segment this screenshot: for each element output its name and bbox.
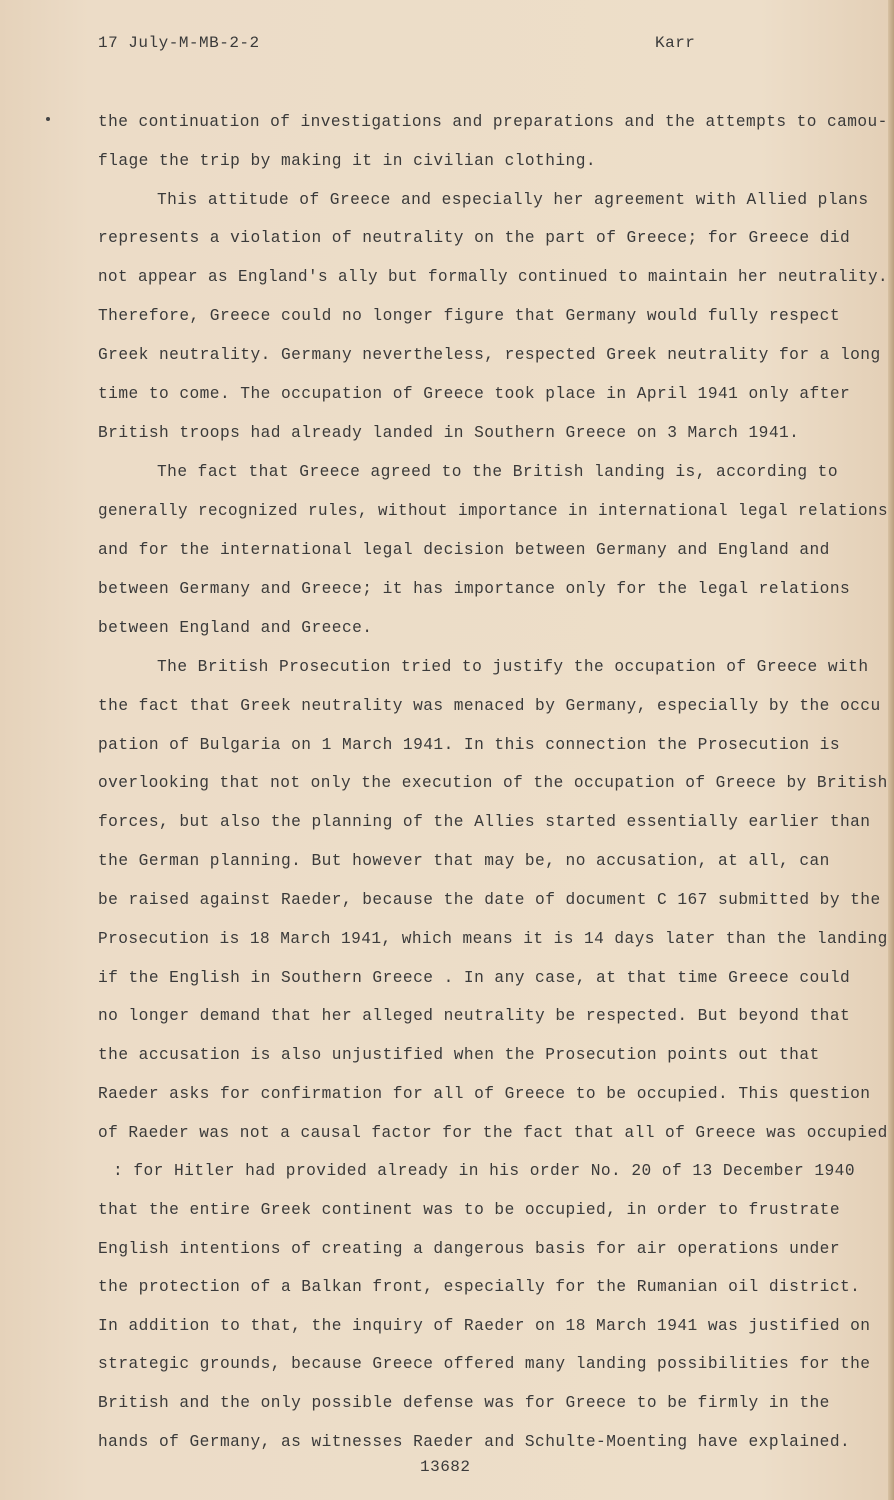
text-line: be raised against Raeder, because the date of document C 167 submitted by the [98, 891, 881, 909]
margin-mark [46, 117, 50, 121]
text-line: Greek neutrality. Germany nevertheless, respected Greek neutrality for a long [98, 346, 881, 364]
page-header-name: Karr [655, 34, 696, 52]
text-line: Raeder asks for confirmation for all of Greece to be occupied. This question [98, 1085, 871, 1103]
text-line: no longer demand that her alleged neutrality be respected. But beyond that [98, 1007, 851, 1025]
text-line: strategic grounds, because Greece offered many landing possibilities for the [98, 1355, 871, 1373]
text-line: and for the international legal decision between Germany and England and [98, 541, 830, 559]
page-edge [888, 0, 894, 1500]
text-line: the German planning. But however that may be, no accusation, at all, can [98, 852, 830, 870]
text-line: the fact that Greek neutrality was menaced by Germany, especially by the occu [98, 697, 881, 715]
text-line: not appear as England's ally but formally continued to maintain her neutrality. [98, 268, 888, 286]
text-line: British and the only possible defense was for Greece to be firmly in the [98, 1394, 830, 1412]
text-line: : for Hitler had provided already in his order No. 20 of 13 December 1940 [113, 1162, 855, 1180]
text-line: generally recognized rules, without importance in international legal relations [98, 502, 888, 520]
text-line: between Germany and Greece; it has importance only for the legal relations [98, 580, 851, 598]
text-line: In addition to that, the inquiry of Raeder on 18 March 1941 was justified on [98, 1317, 871, 1335]
text-line: that the entire Greek continent was to be occupied, in order to frustrate [98, 1201, 840, 1219]
page-number: 13682 [420, 1458, 471, 1476]
text-line: represents a violation of neutrality on the part of Greece; for Greece did [98, 229, 851, 247]
text-line: The British Prosecution tried to justify the occupation of Greece with [157, 658, 869, 676]
text-line: if the English in Southern Greece . In any case, at that time Greece could [98, 969, 851, 987]
text-line: British troops had already landed in Southern Greece on 3 March 1941. [98, 424, 800, 442]
text-line: Prosecution is 18 March 1941, which means it is 14 days later than the landing [98, 930, 888, 948]
text-line: the continuation of investigations and preparations and the attempts to camou- [98, 113, 888, 131]
text-line: forces, but also the planning of the Allies started essentially earlier than [98, 813, 871, 831]
text-line: hands of Germany, as witnesses Raeder and Schulte-Moenting have explained. [98, 1433, 851, 1451]
text-line: between England and Greece. [98, 619, 373, 637]
text-line: time to come. The occupation of Greece took place in April 1941 only after [98, 385, 851, 403]
page-header-reference: 17 July-M-MB-2-2 [98, 34, 260, 52]
text-line: The fact that Greece agreed to the British landing is, according to [157, 463, 838, 481]
text-line: Therefore, Greece could no longer figure that Germany would fully respect [98, 307, 840, 325]
text-line: flage the trip by making it in civilian clothing. [98, 152, 597, 170]
text-line: This attitude of Greece and especially her agreement with Allied plans [157, 191, 869, 209]
text-line: the protection of a Balkan front, especially for the Rumanian oil district. [98, 1278, 861, 1296]
text-line: the accusation is also unjustified when the Prosecution points out that [98, 1046, 820, 1064]
text-line: pation of Bulgaria on 1 March 1941. In this connection the Prosecution is [98, 736, 840, 754]
text-line: of Raeder was not a causal factor for the fact that all of Greece was occupied [98, 1124, 888, 1142]
text-line: English intentions of creating a dangerous basis for air operations under [98, 1240, 840, 1258]
text-line: overlooking that not only the execution of the occupation of Greece by British [98, 774, 888, 792]
